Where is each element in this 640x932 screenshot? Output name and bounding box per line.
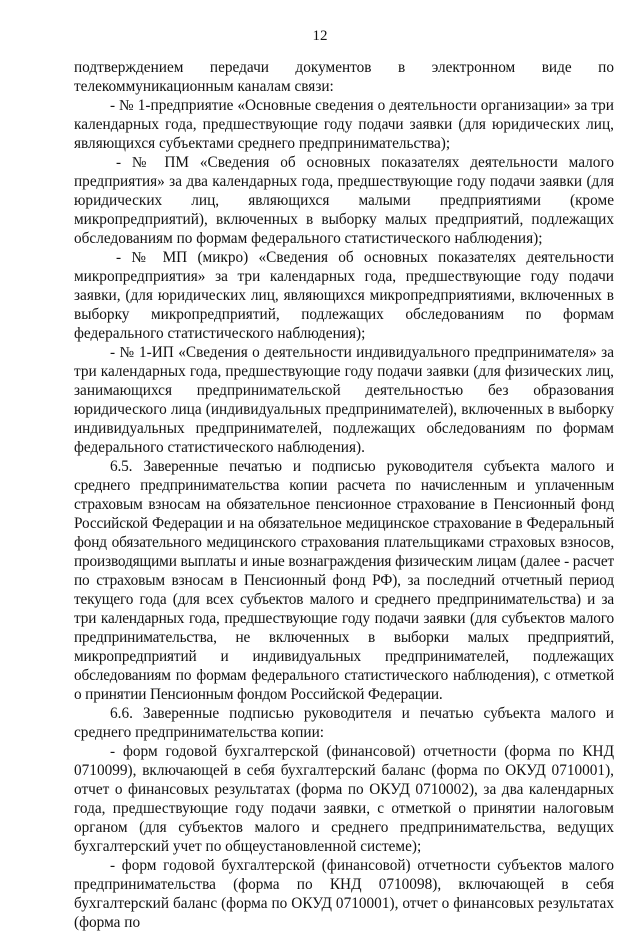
paragraph: 6.5. Заверенные печатью и подписью руководителя субъекта малого и среднего предпринимательства копии расчета по начисленным и уплаченным страховым взносам на обязательное пенсионное страхование в Пенсионный фонд Российской Федерации и на обязательное медицинское страхование в Федеральный фонд обязательного медицинского страхования плательщиками страховых взносов, производящими выплаты и иные вознаграждения физическим лицам (далее - расчет по страховым взносам в Пенсионный фонд РФ), за последний отчетный период текущего года (для всех субъектов малого и среднего предпринимательства) и за три календарных года, предшествующие году подачи заявки (для субъектов малого предпринимательства, не включенных в выборки малых предприятий, микропредприятий и индивидуальных предпринимателей, подлежащих обследованиям по формам федерального статистического наблюдения), с отметкой о принятии Пенсионным фондом Российской Федерации. (74, 458, 614, 703)
document-body (74, 58, 614, 932)
paragraph: - № МП (микро) «Сведения об основных показателях деятельности микропредприятия» за три календарных года, предшествующие году подачи заявки, (для юридических лиц, являющихся микропредприятиями, включенных в выборку микропредприятий, подлежащих обследованиям по формам федерального статистического наблюдения); (74, 249, 614, 342)
paragraph: - № 1-ИП «Сведения о деятельности индивидуального предпринимателя» за три календарных года, предшествующие году подачи заявки (для физических лиц, занимающихся предпринимательской деятельностью без образования юридического лица (индивидуальных предпринимателей), включенных в выборку индивидуальных предпринимателей, подлежащих обследованиям по формам федерального статистического наблюдения). (74, 344, 614, 456)
paragraph: 6.6. Заверенные подписью руководителя и печатью субъекта малого и среднего предпринимательства копии: (74, 705, 614, 741)
paragraph: подтверждением передачи документов в электронном виде по телекоммуникационным каналам связи: (74, 59, 614, 95)
paragraph: - № 1-предприятие «Основные сведения о деятельности организации» за три календарных года, предшествующие году подачи заявки (для юридических лиц, являющихся субъектами среднего предпринимательства); (74, 97, 614, 152)
paragraph: - форм годовой бухгалтерской (финансовой) отчетности субъектов малого предпринимательства (форма по КНД 0710098), включающей в себя бухгалтерский баланс (форма по ОКУД 0710001), отчет о финансовых результатах (форма по (74, 857, 614, 931)
paragraph: - № ПМ «Сведения об основных показателях деятельности малого предприятия» за два календарных года, предшествующие году подачи заявки (для юридических лиц, являющихся малыми предприятиями (кроме микропредприятий), включенных в выборку малых предприятий, подлежащих обследованиям по формам федерального статистического наблюдения); (74, 154, 614, 247)
paragraph: - форм годовой бухгалтерской (финансовой) отчетности (форма по КНД 0710099), включающей в себя бухгалтерский баланс (форма по ОКУД 0710001), отчет о финансовых результатах (форма по ОКУД 0710002), за два календарных года, предшествующие году подачи заявки, с отметкой о принятии налоговым органом (для субъектов малого и среднего предпринимательства, ведущих бухгалтерский учет по общеустановленной системе); (74, 743, 614, 855)
page-number: 12 (312, 28, 328, 44)
